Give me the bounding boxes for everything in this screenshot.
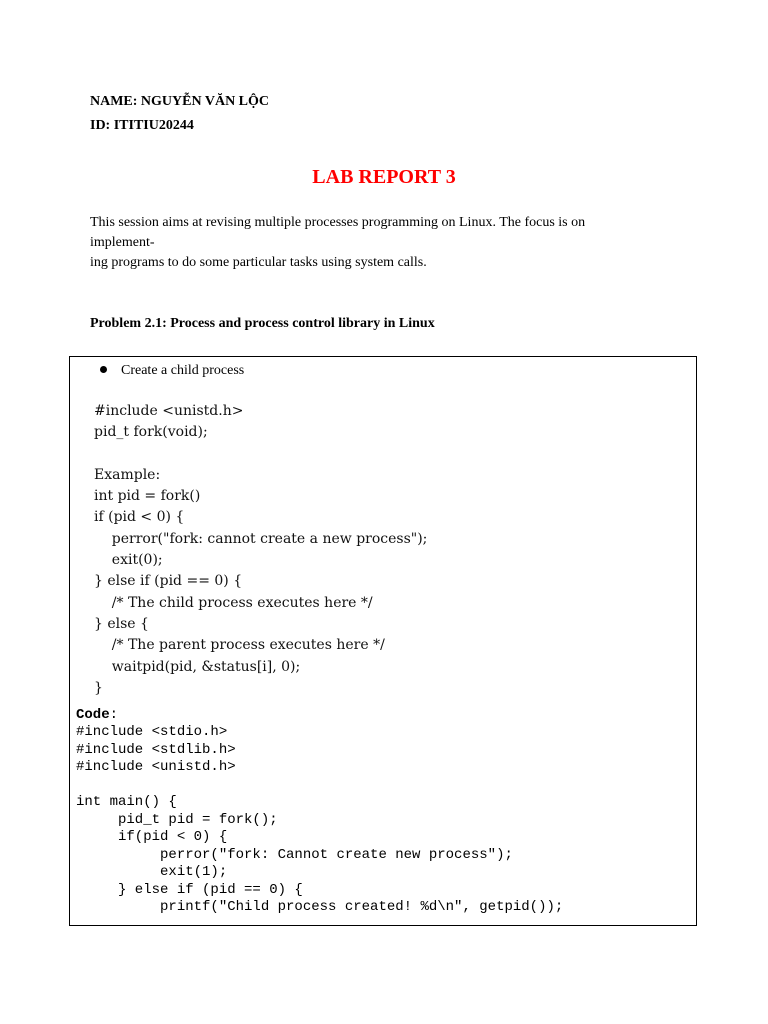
scanned-code-line: }: [94, 679, 103, 696]
student-name: NAME: NGUYỄN VĂN LỘC: [90, 94, 270, 109]
scanned-code-line: } else if (pid == 0) {: [94, 573, 243, 590]
intro-line-2: implement-: [90, 235, 155, 250]
code-line: pid_t pid = fork();: [76, 811, 278, 828]
scanned-code-line: int pid = fork(): [94, 488, 201, 505]
intro-line-3: ing programs to do some particular tasks using system calls.: [90, 255, 427, 270]
scanned-code-line: pid_t fork(void);: [94, 424, 208, 441]
code-line: #include <unistd.h>: [76, 759, 236, 775]
scanned-code-line: /* The child process executes here */: [94, 594, 373, 611]
code-line: perror("fork: Cannot create new process");: [76, 846, 513, 863]
scanned-code-line: perror("fork: cannot create a new process");: [94, 530, 428, 547]
scanned-code-line: if (pid < 0) {: [94, 509, 185, 526]
code-line: exit(1);: [76, 864, 228, 880]
scanned-code-line: exit(0);: [94, 552, 163, 569]
code-line: #include <stdlib.h>: [76, 741, 236, 758]
scanned-code-line: } else {: [94, 615, 149, 632]
scanned-code-line: #include <unistd.h>: [94, 403, 244, 419]
code-label-colon: :: [109, 707, 119, 723]
bullet-icon: [100, 366, 107, 373]
code-line: #include <stdio.h>: [76, 724, 228, 740]
code-line: if(pid < 0) {: [76, 829, 228, 845]
code-label: [76, 707, 118, 723]
code-block: [76, 724, 563, 917]
report-title: LAB REPORT 3: [312, 166, 456, 188]
scanned-code-line: waitpid(pid, &status[i], 0);: [94, 658, 301, 675]
code-line: int main() {: [76, 794, 177, 810]
problem-box: [69, 356, 697, 926]
scanned-code-line: Example:: [94, 466, 161, 483]
bullet-text: Create a child process: [121, 363, 245, 378]
code-line: } else if (pid == 0) {: [76, 881, 303, 898]
scanned-code-snippet: [94, 401, 427, 699]
code-label-text: Code: [76, 707, 110, 723]
intro-line-1: This session aims at revising multiple processes programming on Linux. The focus is on: [90, 215, 586, 230]
intro-paragraph: [90, 213, 650, 273]
code-line: [76, 777, 563, 795]
scanned-code-line: [94, 444, 427, 465]
student-id: ID: ITITIU20244: [90, 118, 194, 133]
scanned-code-line: /* The parent process executes here */: [94, 637, 385, 654]
problem-heading: Problem 2.1: Process and process control library in Linux: [90, 316, 435, 331]
code-line: printf("Child process created! %d\n", getpid());: [76, 899, 564, 915]
bullet-item: [100, 363, 244, 379]
